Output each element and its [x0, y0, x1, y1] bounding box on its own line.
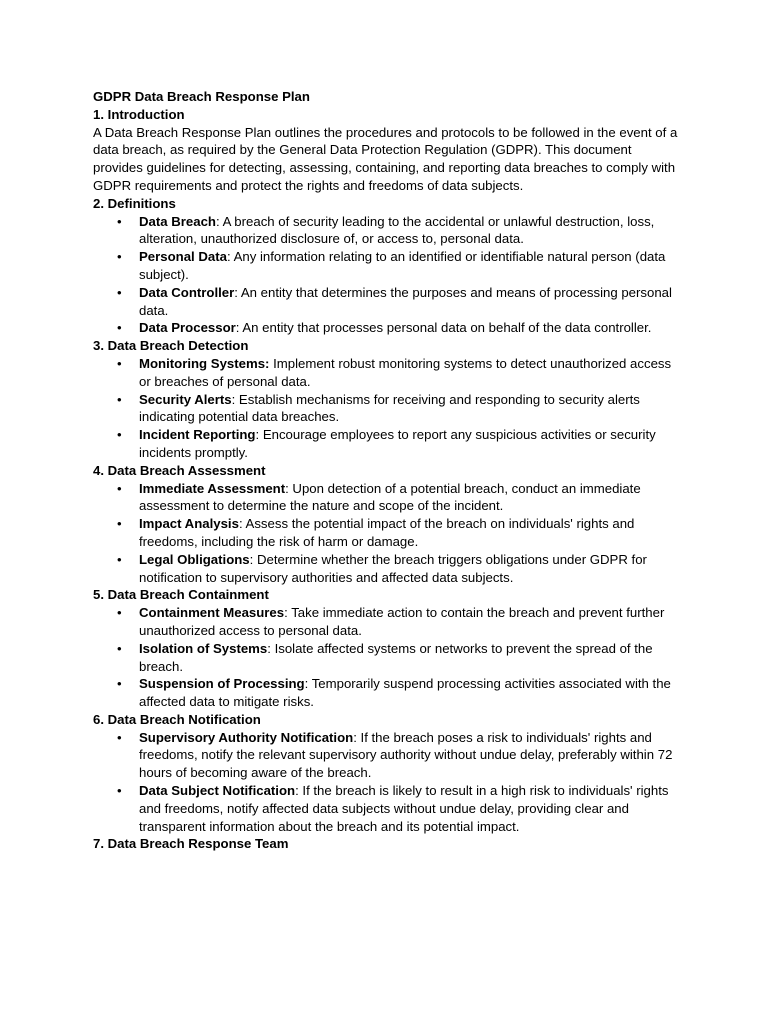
term-label: Isolation of Systems: [139, 640, 268, 656]
term-label: Impact Analysis: [139, 516, 239, 532]
document-page: [93, 88, 683, 853]
bullet-list: [93, 604, 683, 711]
term-description: : Take immediate action to contain the breach and prevent further unauthorized access to personal data.: [139, 605, 665, 638]
section-assessment: [93, 462, 683, 587]
term-label: Legal Obligations: [139, 551, 250, 567]
list-item: [117, 391, 683, 427]
term-label: Immediate Assessment: [139, 480, 286, 496]
list-item: [117, 480, 683, 516]
section-heading: 4. Data Breach Assessment: [93, 462, 266, 478]
bullet-icon: •: [117, 320, 122, 336]
term-label: Supervisory Authority Notification: [139, 729, 354, 745]
bullet-icon: •: [117, 249, 122, 265]
term-label: Data Controller: [139, 284, 235, 300]
term-description: : Determine whether the breach triggers obligations under GDPR for notification to supervisory authorities and affected data subjects.: [139, 551, 647, 585]
term-description: : Upon detection of a potential breach, conduct an immediate assessment to determine the nature and scope of the incident.: [139, 480, 641, 514]
bullet-icon: •: [117, 605, 122, 621]
section-detection: [93, 337, 683, 462]
term-description: : An entity that determines the purposes and means of processing personal data.: [139, 284, 672, 318]
list-item: [117, 515, 683, 551]
term-label: Data Processor: [139, 320, 236, 336]
document-title: GDPR Data Breach Response Plan: [93, 89, 310, 104]
list-item: [117, 248, 683, 284]
bullet-list: [93, 729, 683, 836]
term-label: Personal Data: [139, 249, 227, 265]
term-description: : Establish mechanisms for receiving and responding to security alerts indicating potential data breaches.: [139, 391, 640, 425]
bullet-icon: •: [117, 783, 122, 799]
bullet-icon: •: [117, 640, 122, 656]
term-description: : A breach of security leading to the accidental or unlawful destruction, loss, alteration, unauthorized disclosure of, or access to, personal data.: [139, 213, 655, 247]
bullet-icon: •: [117, 391, 122, 407]
term-label: Containment Measures: [139, 605, 285, 621]
list-item: [117, 319, 683, 337]
list-item: [117, 426, 683, 462]
section-paragraph: A Data Breach Response Plan outlines the procedures and protocols to be followed in the event of a data breach, as required by the General Data Protection Regulation (GDPR). This document provides guidelines for detecting, assessing, containing, and reporting data breaches to comply with GDPR requirements and protect the rights and freedoms of data subjects.: [93, 124, 678, 193]
list-item: [117, 640, 683, 676]
section-heading: 5. Data Breach Containment: [93, 587, 269, 603]
term-description: : Isolate affected systems or networks to prevent the spread of the breach.: [139, 640, 653, 674]
term-description: : If the breach is likely to result in a high risk to individuals' rights and freedoms, notify affected data subjects without undue delay, providing clear and transparent information about the breach and its potential impact.: [139, 783, 669, 834]
list-item: [117, 675, 683, 711]
bullet-icon: •: [117, 427, 122, 443]
section-notification: [93, 711, 683, 836]
list-item: [117, 604, 683, 640]
term-label: Security Alerts: [139, 391, 232, 407]
bullet-icon: •: [117, 284, 122, 300]
section-heading: 7. Data Breach Response Team: [93, 836, 289, 852]
section-heading: 3. Data Breach Detection: [93, 338, 249, 354]
term-label: Data Breach: [139, 213, 216, 229]
term-description: : Assess the potential impact of the breach on individuals' rights and freedoms, including the risk of harm or damage.: [139, 516, 635, 549]
list-item: [117, 551, 683, 587]
bullet-list: [93, 355, 683, 462]
section-introduction: [93, 106, 683, 195]
section-containment: [93, 586, 683, 711]
term-label: Incident Reporting: [139, 427, 256, 443]
section-heading: 2. Definitions: [93, 195, 176, 211]
bullet-icon: •: [117, 729, 122, 745]
bullet-icon: •: [117, 355, 122, 371]
term-description: : Encourage employees to report any suspicious activities or security incidents promptly.: [139, 427, 656, 460]
bullet-icon: •: [117, 551, 122, 567]
section-definitions: [93, 195, 683, 337]
bullet-list: [93, 213, 683, 338]
term-label: Data Subject Notification: [139, 783, 296, 799]
term-description: Implement robust monitoring systems to detect unauthorized access or breaches of personal data.: [139, 355, 672, 389]
term-label: Monitoring Systems:: [139, 355, 270, 371]
section-response-team: [93, 835, 683, 853]
term-description: : Any information relating to an identified or identifiable natural person (data subject).: [139, 249, 666, 282]
section-heading: 1. Introduction: [93, 106, 185, 122]
bullet-list: [93, 480, 683, 587]
term-description: : Temporarily suspend processing activities associated with the affected data to mitigate risks.: [139, 676, 671, 710]
bullet-icon: •: [117, 516, 122, 532]
bullet-icon: •: [117, 676, 122, 692]
section-heading: 6. Data Breach Notification: [93, 711, 261, 727]
term-description: : If the breach poses a risk to individuals' rights and freedoms, notify the relevant supervisory authority without undue delay, preferably within 72 hours of becoming aware of the breach.: [139, 729, 673, 781]
list-item: [117, 284, 683, 320]
list-item: [117, 782, 683, 835]
bullet-icon: •: [117, 480, 122, 496]
term-label: Suspension of Processing: [139, 676, 305, 692]
bullet-icon: •: [117, 213, 122, 229]
list-item: [117, 729, 683, 782]
term-description: : An entity that processes personal data on behalf of the data controller.: [235, 320, 652, 336]
list-item: [117, 355, 683, 391]
list-item: [117, 213, 683, 249]
